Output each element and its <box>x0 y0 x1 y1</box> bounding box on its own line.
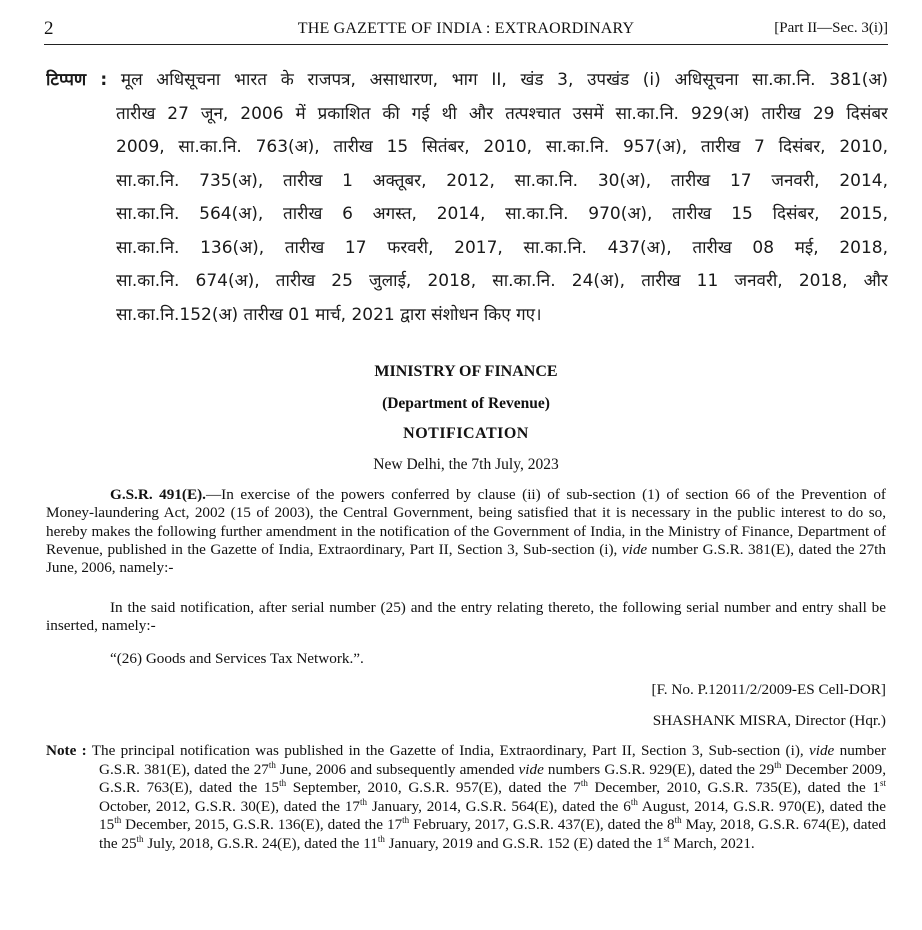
ministry-heading: MINISTRY OF FINANCE <box>374 363 558 380</box>
notification-paragraph <box>46 486 886 577</box>
hindi-note-line: सा.का.नि. 564(अ), तारीख 6 अगस्त, 2014, सा.का.नि. 970(अ), तारीख 15 दिसंबर, 2015, <box>116 204 888 224</box>
gsr-number: G.S.R. 491(E). <box>110 486 206 503</box>
hindi-note-line: सा.का.नि.152(अ) तारीख 01 मार्च, 2021 द्वारा संशोधन किए गए। <box>116 304 542 325</box>
hindi-note-line: सा.का.नि. 136(अ), तारीख 17 फरवरी, 2017, सा.का.नि. 437(अ), तारीख 08 मई, 2018, <box>116 237 888 258</box>
hindi-note <box>46 64 888 332</box>
english-note <box>46 742 886 854</box>
paragraph-text: —In exercise of the powers conferred by clause (ii) of sub-section (1) of section 66 of the Prevention of Money-laundering Act, 2002 (15 of 2003), the Central Government, being satisfied that it is necessary in the public interest to do so, hereby makes the following further amendment in the notification of the Government of India, in the Ministry of Finance, Department of Revenue, published in the Gazette of India, Extraordinary, Part II, Section 3, Sub-section (i), <box>46 486 886 558</box>
note-label: Note : <box>46 742 87 759</box>
part-section: [Part II—Sec. 3(i)] <box>774 20 888 36</box>
paragraph-text: number G.S.R. 381(E), dated the 27th June, 2006, namely:- <box>46 540 886 577</box>
dateline: New Delhi, the 7th July, 2023 <box>373 456 559 473</box>
hindi-note-text: मूल अधिसूचना भारत के राजपत्र, असाधारण, भाग II, खंड 3, उपखंड (i) अधिसूचना सा.का.नि. 381(अ) <box>120 70 888 90</box>
gazette-header <box>44 16 888 45</box>
hindi-note-line <box>46 64 888 98</box>
hindi-note-line: सा.का.नि. 674(अ), तारीख 25 जुलाई, 2018, सा.का.नि. 24(अ), तारीख 11 जनवरी, 2018, और <box>116 271 888 291</box>
hindi-note-label: टिप्पण : <box>46 70 108 90</box>
gazette-title: THE GAZETTE OF INDIA : EXTRAORDINARY <box>297 20 635 37</box>
hindi-note-line: 2009, सा.का.नि. 763(अ), तारीख 15 सितंबर, 2010, सा.का.नि. 957(अ), तारीख 7 दिसंबर, 2010, <box>116 137 888 157</box>
department-heading: (Department of Revenue) <box>382 395 550 412</box>
signatory: SHASHANK MISRA, Director (Hqr.) <box>652 712 886 729</box>
hindi-note-line: सा.का.नि. 735(अ), तारीख 1 अक्तूबर, 2012, सा.का.नि. 30(अ), तारीख 17 जनवरी, 2014, <box>116 170 888 191</box>
hindi-note-line: तारीख 27 जून, 2006 में प्रकाशित की गई थी और तत्पश्चात उसमें सा.का.नि. 929(अ) तारीख 29 दिसंबर <box>116 103 888 124</box>
notification-title: NOTIFICATION <box>403 425 529 442</box>
vide-text: vide <box>621 540 648 558</box>
amendment-paragraph: In the said notification, after serial number (25) and the entry relating thereto, the following serial number and entry shall be inserted, namely:- <box>46 599 886 635</box>
note-text: Note : The principal notification was published in the Gazette of India, Extraordinary, Part II, Section 3, Sub-section (i), vide number G.S.R. 381(E), dated the 27th June, 2006 and subsequently amended vide numbers G.S.R. 929(E), dated the 29th December 2009, G.S.R. 763(E), dated the 15th September, 2010, G.S.R. 957(E), dated the 7th December, 2010, G.S.R. 735(E), dated the 1st October, 2012, G.S.R. 30(E), dated the 17th January, 2014, G.S.R. 564(E), dated the 6th August, 2014, G.S.R. 970(E), dated the 15th December, 2015, G.S.R. 136(E), dated the 17th February, 2017, G.S.R. 437(E), dated the 8th May, 2018, G.S.R. 674(E), dated the 25th July, 2018, G.S.R. 24(E), dated the 11th January, 2019 and G.S.R. 152 (E) dated the 1st March, 2021. <box>46 742 887 852</box>
page-number: 2 <box>44 18 54 39</box>
file-number: [F. No. P.12011/2/2009-ES Cell-DOR] <box>651 681 886 698</box>
inserted-entry: “(26) Goods and Services Tax Network.”. <box>110 650 364 667</box>
